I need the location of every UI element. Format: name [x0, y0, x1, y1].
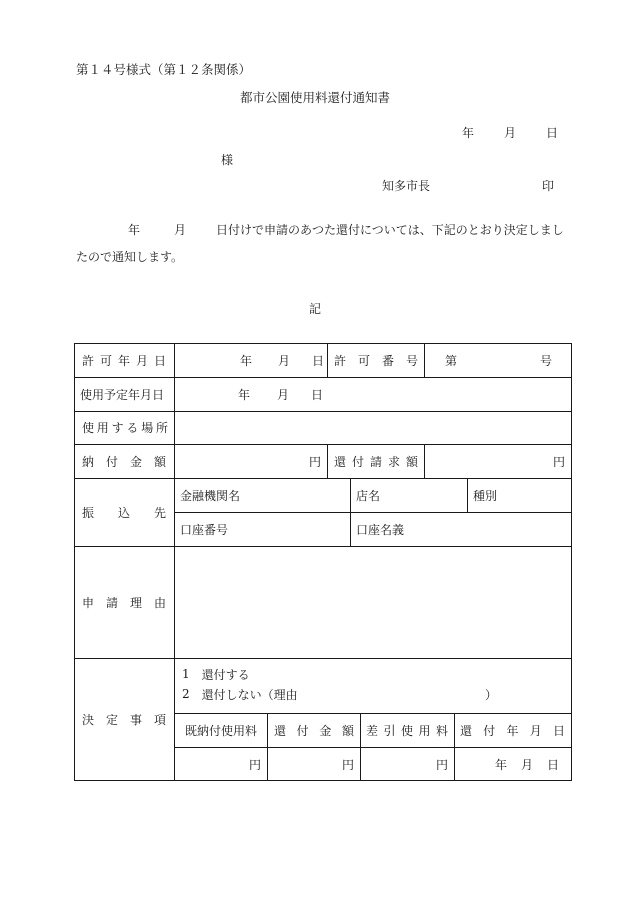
label-char: 許 [82, 353, 95, 368]
bank-name-field[interactable] [180, 478, 348, 512]
yen-unit: 円 [248, 757, 261, 772]
account-holder-field[interactable] [356, 512, 566, 546]
label-char: 振 [82, 505, 95, 520]
date-day: 日 [547, 757, 560, 772]
issue-date [458, 124, 558, 141]
net-fee-label [366, 714, 448, 747]
label-char: る [126, 421, 139, 435]
net-fee-value[interactable] [361, 748, 448, 780]
refund-date-label [460, 714, 565, 747]
label-char: 理 [129, 595, 142, 610]
permit-date-label [82, 343, 166, 377]
ki-heading: 記 [308, 302, 321, 316]
document-title: 都市公園使用料還付通知書 [239, 90, 390, 105]
label-char: 使 [82, 421, 95, 435]
option-number: 2 [182, 687, 190, 701]
label-char: 金 [319, 724, 332, 738]
label-char: 年 [506, 724, 519, 738]
reason-label [82, 546, 166, 658]
form-number: 第１４号様式（第１２条関係） [76, 62, 252, 77]
label-char: 先 [153, 505, 166, 520]
seal-mark: 印 [542, 179, 555, 193]
issue-date-year: 年 [462, 126, 475, 140]
option-no-refund[interactable] [182, 686, 568, 702]
planned-date-value[interactable] [174, 377, 572, 411]
refund-amount-value[interactable] [268, 748, 354, 780]
label-char: 還 [460, 724, 473, 738]
date-month: 月 [277, 387, 290, 402]
label-char: 許 [334, 353, 347, 368]
account-holder-label: 口座名義 [356, 522, 405, 537]
label-char: 番 [381, 353, 394, 368]
label-char: 請 [369, 454, 382, 469]
date-year: 年 [495, 757, 508, 772]
reason-value[interactable] [175, 547, 571, 658]
account-type-field[interactable] [473, 478, 569, 512]
label-char: 場 [141, 421, 154, 435]
decision-label [82, 658, 166, 780]
permit-date-value[interactable] [174, 343, 327, 377]
option-number: 1 [182, 667, 190, 681]
label-char: 付 [105, 454, 118, 469]
planned-date-label: 使用予定年月日 [80, 387, 165, 402]
label-char: 付 [351, 454, 364, 469]
already-paid-value[interactable] [175, 748, 261, 780]
label-char: 用 [418, 724, 431, 738]
label-char: 請 [105, 595, 118, 610]
label-char: 使 [400, 724, 413, 738]
branch-name-field[interactable] [356, 478, 464, 512]
label-char: 額 [153, 454, 166, 469]
issuer-name: 知多市長 [382, 179, 431, 193]
refund-request-label [334, 444, 418, 478]
option-text: 還付する [201, 667, 250, 682]
bank-name-label: 金融機関名 [180, 488, 241, 503]
body-year: 年 [128, 223, 141, 237]
refund-form-table [74, 343, 572, 781]
date-month: 月 [521, 757, 534, 772]
branch-name-label: 店名 [356, 488, 381, 503]
label-char: 差 [366, 724, 379, 738]
addressee-suffix: 様 [221, 153, 234, 167]
permit-no-prefix: 第 [445, 353, 458, 368]
place-label [82, 411, 168, 444]
yen-unit: 円 [308, 454, 321, 469]
already-paid-label: 既納付使用料 [184, 724, 257, 738]
label-char: 料 [435, 724, 448, 738]
label-char: 額 [405, 454, 418, 469]
label-char: 月 [529, 724, 542, 738]
label-char: 引 [383, 724, 396, 738]
account-type-label: 種別 [473, 488, 498, 503]
notice-body [76, 217, 571, 271]
transfer-label [82, 478, 166, 546]
label-char: 申 [82, 595, 95, 610]
label-char: 還 [334, 454, 347, 469]
label-char: 込 [117, 505, 130, 520]
paid-amount-value[interactable] [174, 444, 321, 478]
date-day: 日 [311, 387, 324, 402]
body-text: 日付けで申請のあつた還付については、下記のとおり決定しましたので通知します。 [76, 223, 564, 264]
body-month: 月 [174, 223, 187, 237]
label-char: 由 [153, 595, 166, 610]
label-char: 年 [117, 353, 130, 368]
label-char: 金 [129, 454, 142, 469]
account-number-label: 口座番号 [180, 522, 229, 537]
label-char: 額 [341, 724, 354, 738]
label-char: 付 [483, 724, 496, 738]
issue-date-day: 日 [545, 126, 558, 140]
refund-amount-label [274, 714, 354, 747]
label-char: 決 [82, 712, 95, 727]
option-text: 還付しない（理由 [201, 687, 298, 702]
label-char: 事 [129, 712, 142, 727]
label-char: 還 [274, 724, 287, 738]
place-value[interactable] [175, 411, 571, 444]
permit-no-suffix: 号 [540, 353, 553, 368]
label-char: 月 [135, 353, 148, 368]
label-char: 所 [155, 421, 168, 435]
yen-unit: 円 [341, 757, 354, 772]
label-char: 号 [405, 353, 418, 368]
permit-number-label [334, 343, 418, 377]
label-char: 日 [153, 353, 166, 368]
label-char: 定 [105, 712, 118, 727]
label-char: 可 [99, 353, 112, 368]
date-month: 月 [278, 353, 291, 368]
label-char: 求 [387, 454, 400, 469]
refund-request-value[interactable] [424, 444, 565, 478]
label-char: 付 [296, 724, 309, 738]
yen-unit: 円 [435, 757, 448, 772]
label-char: 日 [552, 724, 565, 738]
label-char: 項 [153, 712, 166, 727]
date-day: 日 [312, 353, 325, 368]
issue-date-month: 月 [503, 126, 516, 140]
date-year: 年 [238, 387, 251, 402]
account-number-field[interactable] [180, 512, 348, 546]
label-char: す [111, 421, 124, 435]
label-char: 可 [357, 353, 370, 368]
yen-unit: 円 [552, 454, 565, 469]
option-close-paren: ） [485, 687, 498, 702]
permit-number-value[interactable] [424, 343, 572, 377]
label-char: 用 [96, 421, 109, 435]
label-char: 納 [82, 454, 95, 469]
option-refund[interactable] [182, 666, 382, 682]
date-year: 年 [240, 353, 253, 368]
paid-amount-label [82, 444, 166, 478]
refund-date-value[interactable] [455, 748, 571, 780]
